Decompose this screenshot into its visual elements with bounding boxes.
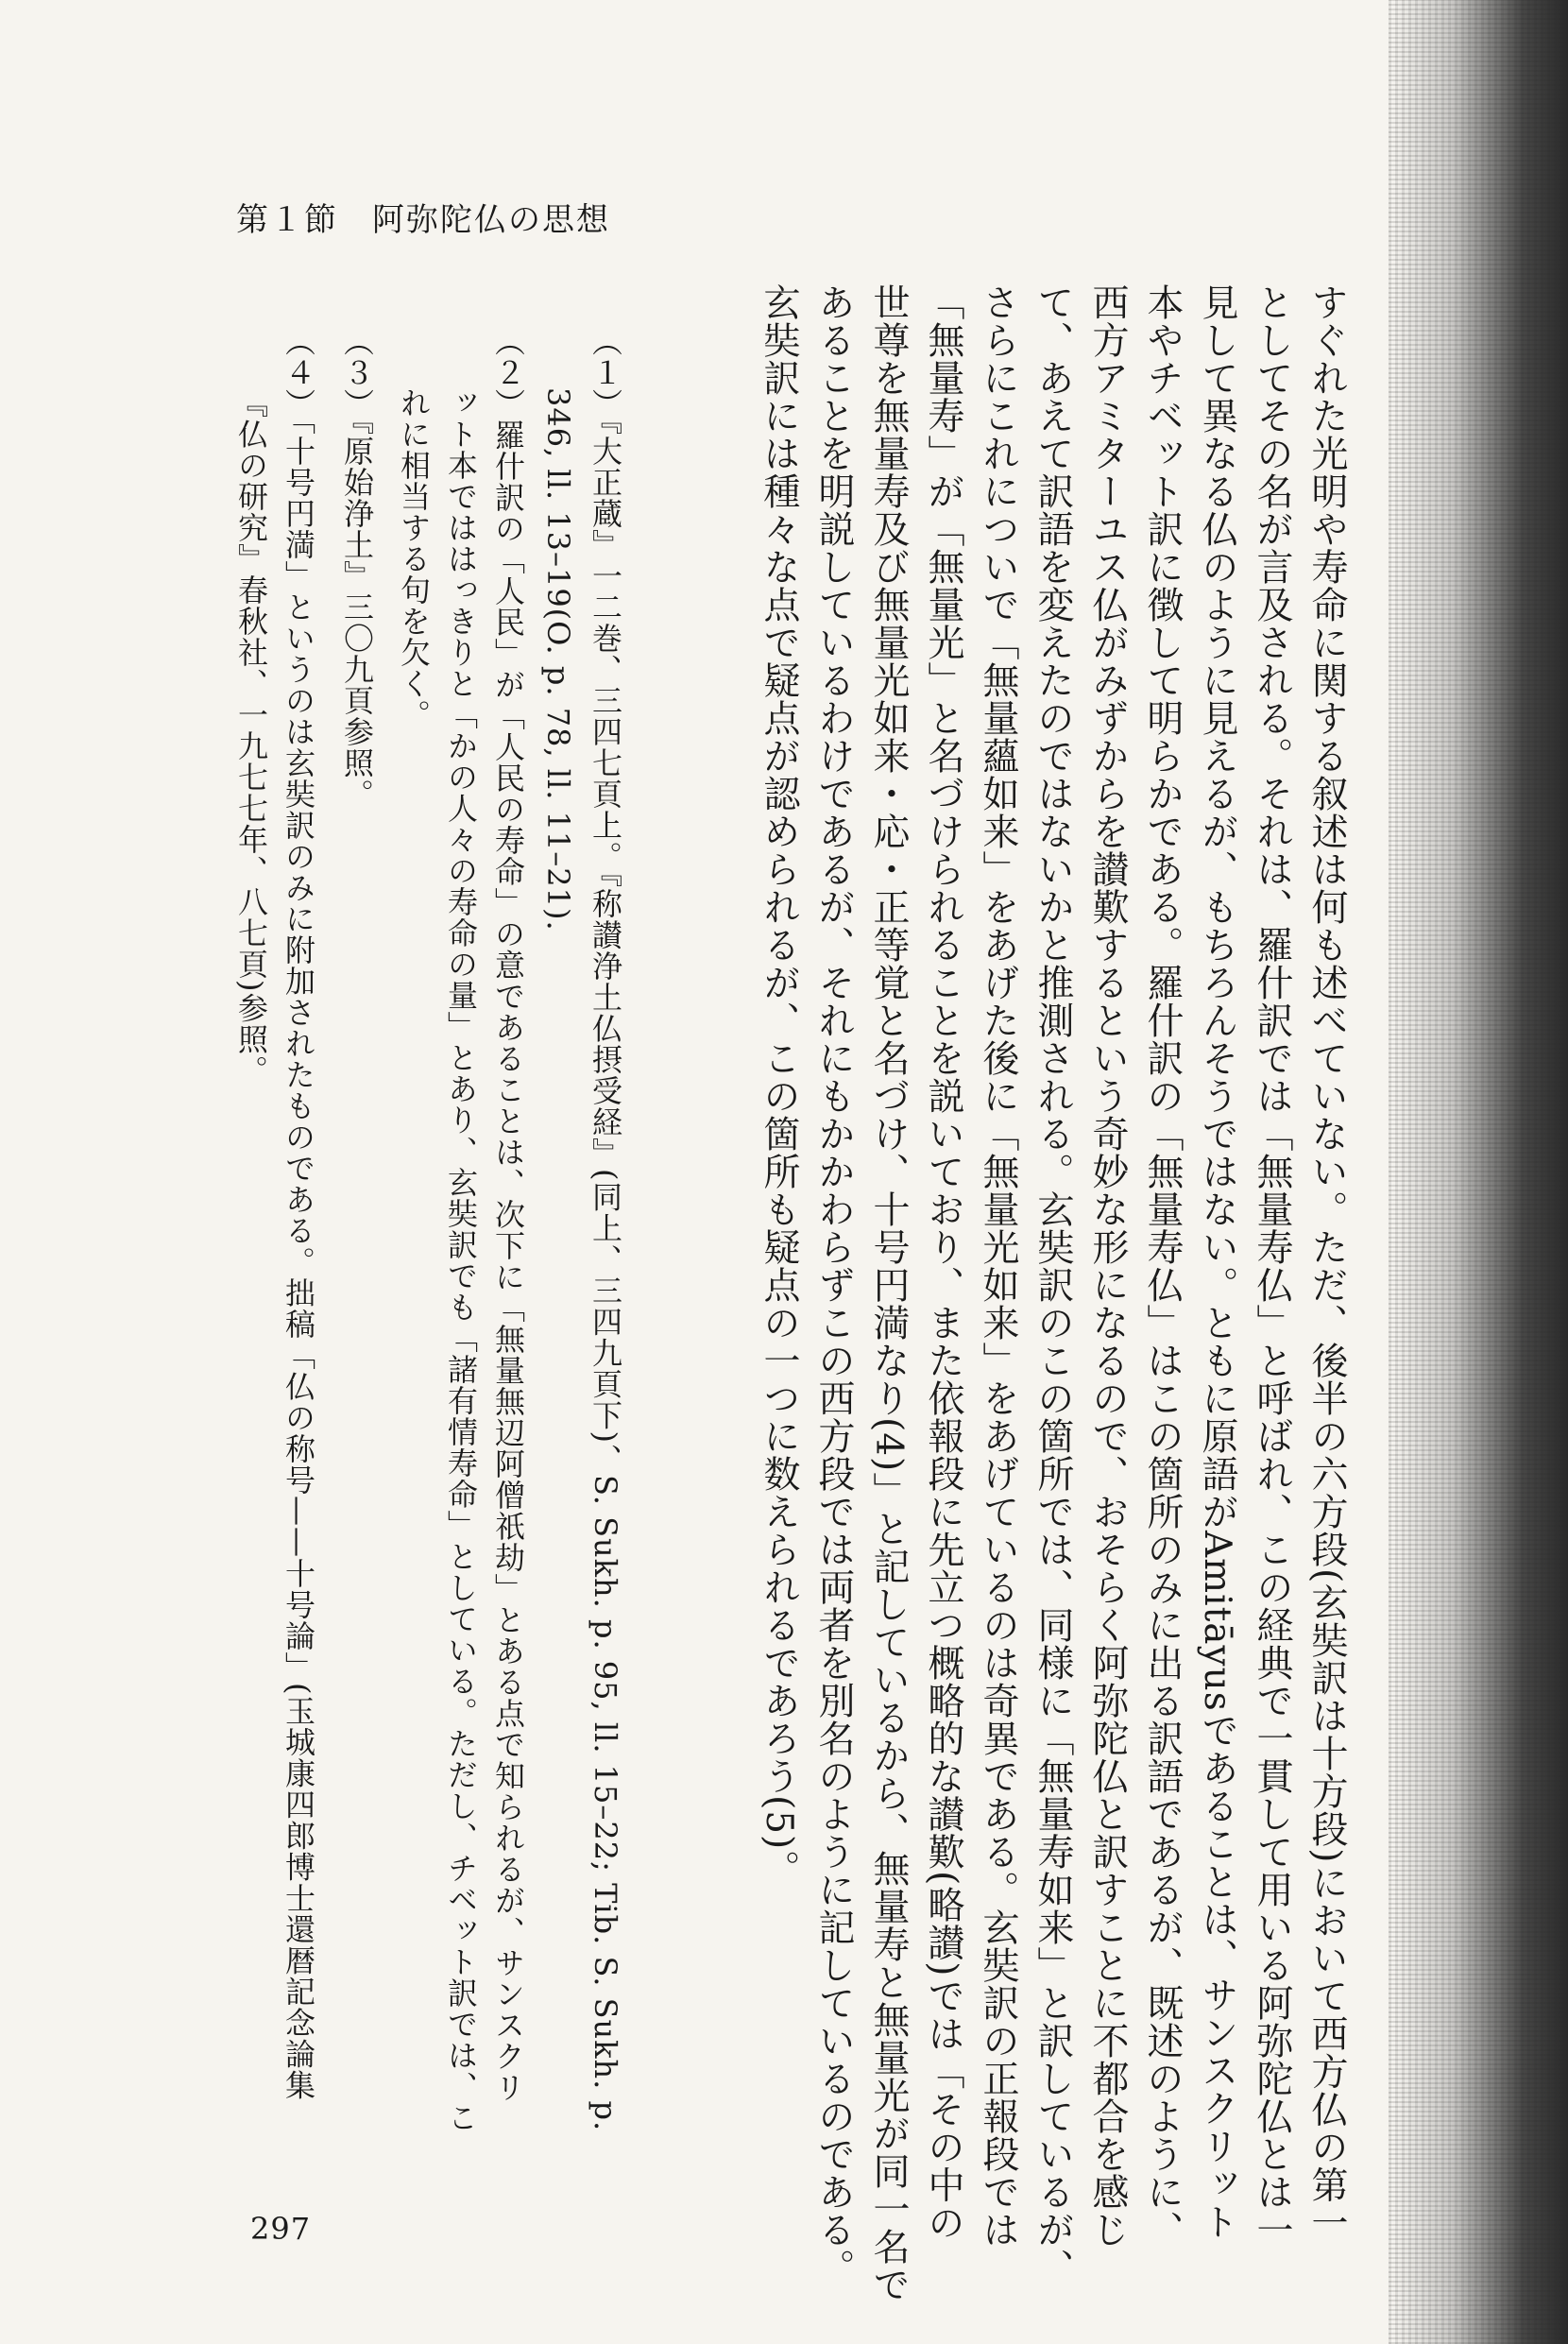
footnote-2: （２）羅什訳の「人民」が「人民の寿命」の意であることは、次下に「無量無辺阿僧祇劫」とある点で知られるが、サンスクリ (490, 326, 526, 2103)
footnote-1-cont: 346, ll. 13–19(O. p. 78, ll. 11–21). (540, 387, 576, 932)
body-line: あることを明説しているわけであるが、それにもかかわらずこの西方段では両者を別名のように記しているのである。 (812, 283, 855, 2286)
footnote-4: （４）「十号円満」というのは玄奘訳のみに附加されたものである。拙稿「仏の称号——十号論」(玉城康四郎博士還暦記念論集 (281, 326, 316, 2101)
footnote-3: （３）『原始浄土』三〇九頁参照。 (339, 326, 375, 810)
body-line: 西方アミターユス仏がみずからを讃歎するという奇妙な形になるので、おそらく阿弥陀仏と訳すことに不都合を感じ (1086, 283, 1129, 2249)
body-line: 本やチベット訳に徴して明らかである。羅什訳の「無量寿仏」はこの箇所のみに出る訳語であるが、既述のように、 (1141, 283, 1184, 2249)
body-line: 見して異なる仏のように見えるが、もちろんそうではない。ともに原語がAmitāyusであることは、サンスクリット (1196, 283, 1238, 2241)
page-number: 297 (250, 2211, 312, 2247)
body-line: としてその名が言及される。それは、羅什訳では「無量寿仏」と呼ばれ、この経典で一貫して用いる阿弥陀仏とは一 (1251, 283, 1293, 2249)
body-line: 「無量寿」が「無量光」と名づけられることを説いており、また依報段に先立つ概略的な讃歎(略讃)では「その中の (922, 283, 964, 2242)
body-line: さらにこれについで「無量蘊如来」をあげた後に「無量光如来」をあげているのは奇異である。玄奘訳の正報段では (977, 283, 1019, 2249)
footnote-1: （１）『大正蔵』一二巻、三四七頁上。『称讃浄土仏摂受経』(同上、三四九頁下)、S. Sukh. p. 95, ll. 15–22; Tib. S. Sukh. p. (588, 326, 623, 2132)
body-line: 玄奘訳には種々な点で疑点が認められるが、この箇所も疑点の一つに数えられるであろう(5)。 (758, 283, 800, 1889)
body-line: すぐれた光明や寿命に関する叙述は何も述べていない。ただ、後半の六方段(玄奘訳は十方段)において西方仏の第一 (1305, 283, 1348, 2242)
footnote-2-cont: れに相当する句を欠く。 (396, 387, 432, 730)
body-line: 世尊を無量寿及び無量光如来・応・正等覚と名づけ、十号円満なり(4)」と記しているから、無量寿と無量光が同一名で (867, 283, 910, 2304)
footnote-2-cont: ット本でははっきりと「かの人々の寿命の量」とあり、玄奘訳でも「諸有情寿命」としている。ただし、チベット訳では、こ (443, 387, 479, 2133)
footnote-4-cont: 『仏の研究』春秋社、一九七七年、八七頁)参照。 (233, 387, 269, 1086)
scan-shadow-edge (1389, 0, 1568, 2344)
running-head: 第１節 阿弥陀仏の思想 (236, 201, 610, 239)
body-line: て、あえて訳語を変えたのではないかと推測される。玄奘訳のこの箇所では、同様に「無量寿如来」と訳しているが、 (1031, 283, 1074, 2286)
